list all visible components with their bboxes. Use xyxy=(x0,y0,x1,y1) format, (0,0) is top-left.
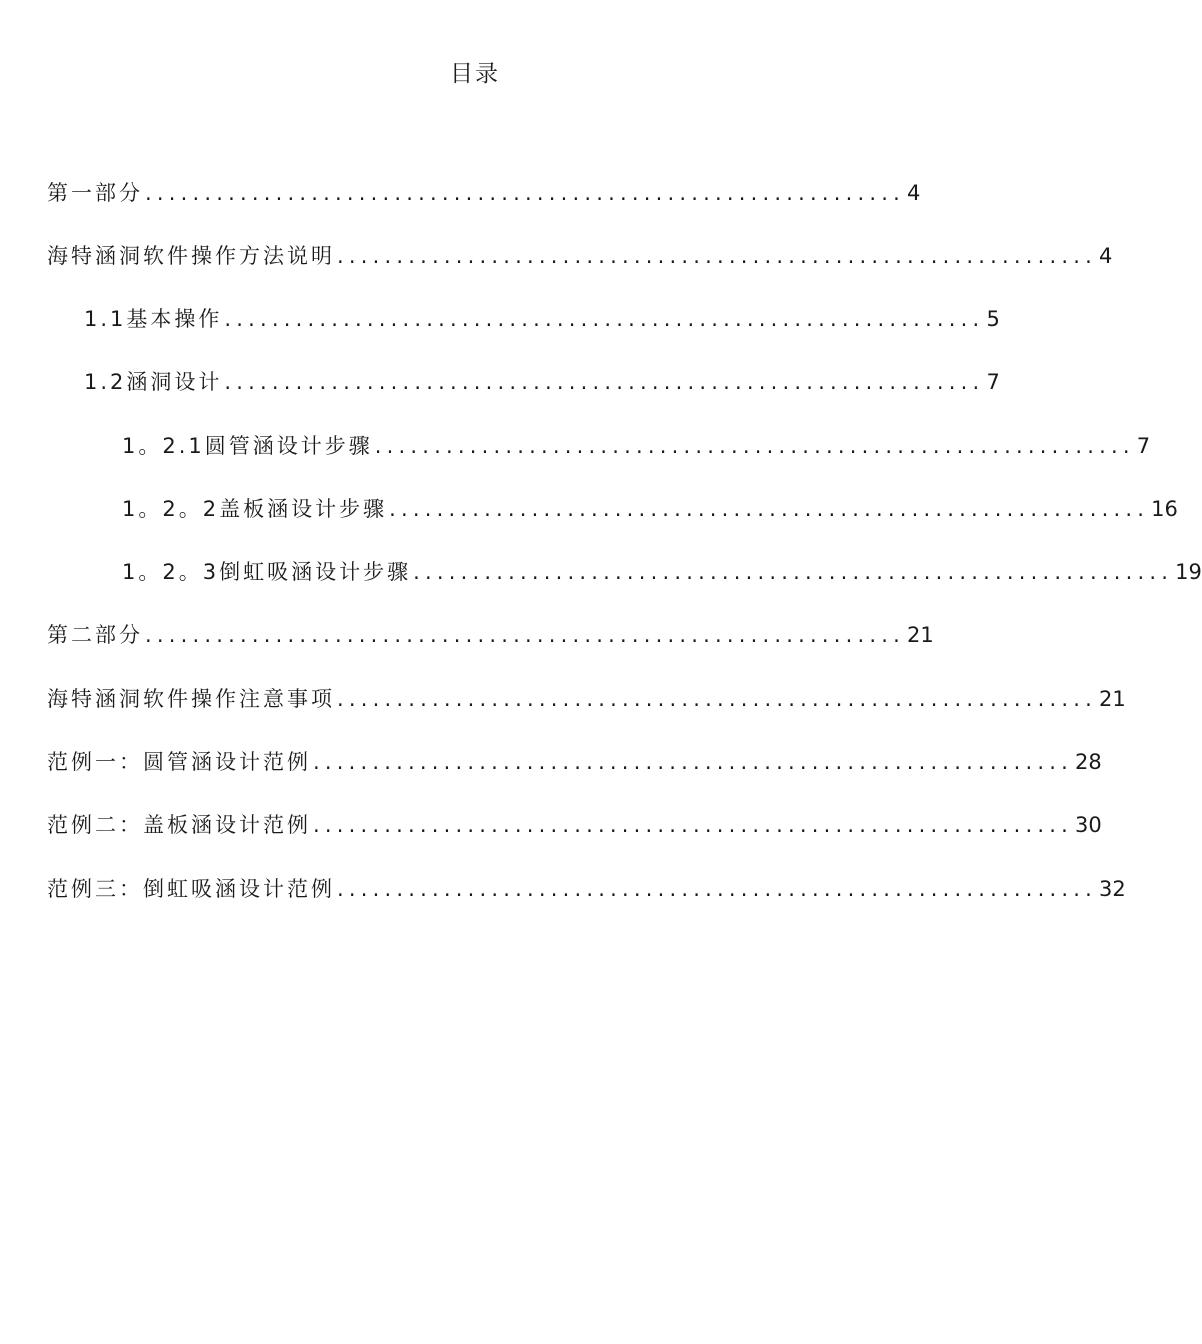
toc-entry-part-two[interactable] xyxy=(47,610,934,650)
toc-leader-dots: ................................................................ xyxy=(337,244,1098,268)
toc-page-number: 4 xyxy=(907,181,921,205)
toc-entry-slab-culvert-steps[interactable] xyxy=(122,484,1178,524)
toc-entry-text: 1。2。2盖板涵设计步骤 xyxy=(122,497,388,521)
toc-page-number: 28 xyxy=(1075,750,1102,774)
toc-entry-pipe-culvert-steps[interactable] xyxy=(122,421,1151,461)
toc-entry-text: 1.1基本操作 xyxy=(84,307,223,331)
toc-entry-text: 范例二：盖板涵设计范例 xyxy=(47,813,311,837)
toc-entry-example-three[interactable] xyxy=(47,864,1126,904)
toc-entry-text: 海特涵洞软件操作注意事项 xyxy=(47,687,335,711)
toc-entry-text: 1。2.1圆管涵设计步骤 xyxy=(122,434,373,458)
toc-entry-text: 1。2。3倒虹吸涵设计步骤 xyxy=(122,560,412,584)
toc-page-number: 32 xyxy=(1099,877,1126,901)
toc-page-number: 7 xyxy=(1136,434,1151,458)
toc-leader-dots: ................................................................ xyxy=(313,750,1074,774)
toc-entry-example-one[interactable] xyxy=(47,737,1102,777)
toc-leader-dots: ................................................................ xyxy=(413,560,1174,584)
toc-leader-dots: ................................................................ xyxy=(224,370,985,394)
toc-entry-operation-method[interactable] xyxy=(47,231,1113,271)
toc-leader-dots: ................................................................ xyxy=(389,497,1150,521)
toc-leader-dots: ................................................................ xyxy=(337,877,1098,901)
toc-entry-basic-operation[interactable] xyxy=(84,294,1000,334)
toc-entry-example-two[interactable] xyxy=(47,800,1102,840)
toc-entry-operation-notes[interactable] xyxy=(47,674,1126,714)
toc-entry-text: 范例三：倒虹吸涵设计范例 xyxy=(47,877,335,901)
toc-page-number: 4 xyxy=(1099,244,1113,268)
toc-entry-text: 第一部分 xyxy=(47,181,143,205)
toc-leader-dots: ................................................................ xyxy=(337,687,1098,711)
toc-page-number: 21 xyxy=(907,623,934,647)
toc-entry-text: 范例一：圆管涵设计范例 xyxy=(47,750,311,774)
toc-title: 目录 xyxy=(450,61,500,87)
toc-page-number: 16 xyxy=(1151,497,1178,521)
toc-leader-dots: ................................................................ xyxy=(224,307,985,331)
toc-entry-text: 第二部分 xyxy=(47,623,143,647)
toc-page-number: 5 xyxy=(986,307,1000,331)
toc-page-number: 7 xyxy=(986,370,1000,394)
toc-page-number: 19 xyxy=(1175,560,1202,584)
toc-page-number: 30 xyxy=(1075,813,1102,837)
toc-entry-part-one[interactable] xyxy=(47,168,921,208)
toc-entry-culvert-design[interactable] xyxy=(84,357,1000,397)
toc-entry-text: 海特涵洞软件操作方法说明 xyxy=(47,244,335,268)
toc-leader-dots: ................................................................ xyxy=(145,181,906,205)
toc-entry-inverted-siphon-steps[interactable] xyxy=(122,547,1202,587)
toc-leader-dots: ................................................................ xyxy=(313,813,1074,837)
toc-entry-text: 1.2涵洞设计 xyxy=(84,370,223,394)
toc-leader-dots: ................................................................ xyxy=(145,623,906,647)
toc-leader-dots: ................................................................ xyxy=(374,434,1135,458)
toc-page-number: 21 xyxy=(1099,687,1126,711)
